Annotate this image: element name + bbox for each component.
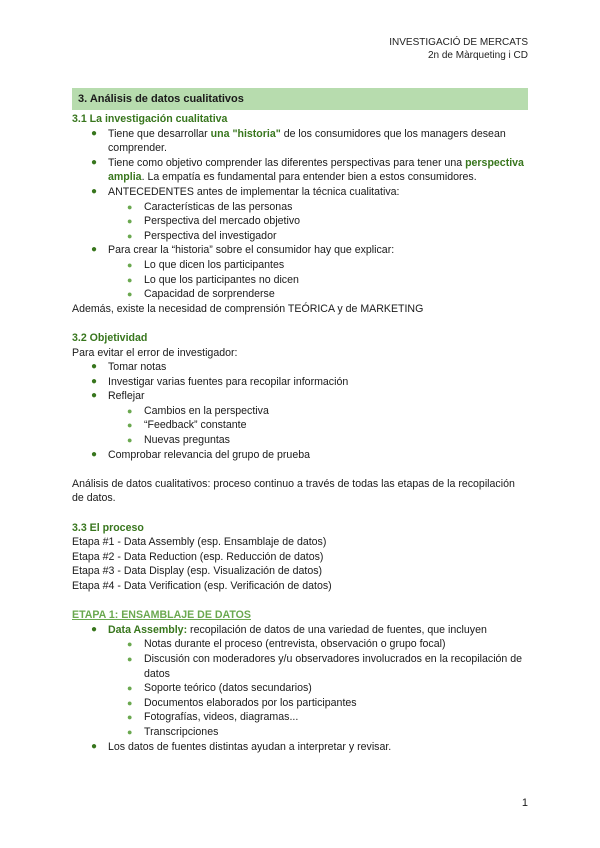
list-item: ● Los datos de fuentes distintas ayudan a interpretar y revisar. (91, 740, 392, 753)
bullet-icon: ● (91, 375, 98, 387)
bullet-icon: ● (91, 185, 98, 197)
sub-list-item: ● Perspectiva del investigador (127, 229, 277, 242)
highlight-text: una "historia" (210, 127, 281, 140)
list-item: ● Reflejar (91, 390, 145, 403)
bullet-icon: ● (127, 435, 133, 446)
bullet-icon: ● (91, 623, 98, 635)
sub-list-item: ● Cambios en la perspectiva (127, 404, 269, 417)
bullet-icon: ● (127, 201, 133, 212)
bullet-icon: ● (91, 361, 98, 373)
bullet-icon: ● (91, 127, 98, 139)
sub-list-item: ● Documentos elaborados por los participantes (127, 696, 357, 709)
bullet-list-3-2 (72, 360, 528, 462)
etapa-1-heading: ETAPA 1: ENSAMBLAJE DE DATOS (72, 609, 251, 622)
page-number: 1 (521, 797, 528, 809)
page-header (389, 36, 528, 62)
sub-list-item: ● Discusión con moderadores y/u observadores involucrados en la recopilación de datos (127, 652, 523, 680)
sub-list-item: ● Transcripciones (127, 725, 219, 738)
sub-list-item: ● Fotografías, videos, diagramas... (127, 711, 299, 724)
header-course: INVESTIGACIÓ DE MERCATS (389, 37, 528, 48)
sub-list-item: ● Capacidad de sorprenderse (127, 288, 275, 301)
list-item: ● Comprobar relevancia del grupo de prueba (91, 448, 310, 461)
bullet-icon: ● (127, 653, 133, 664)
bullet-icon: ● (91, 740, 98, 752)
sub-list-item: ● Notas durante el proceso (entrevista, observación o grupo focal) (127, 638, 446, 651)
bullet-icon: ● (91, 244, 98, 256)
process-step: Etapa #4 - Data Verification (esp. Verificación de datos) (72, 580, 332, 592)
bullet-icon: ● (91, 156, 98, 168)
bullet-icon: ● (127, 683, 133, 694)
subsection-title-3-1: 3.1 La investigación cualitativa (72, 113, 228, 125)
bullet-icon: ● (127, 639, 133, 650)
sub-list-item: ● Perspectiva del mercado objetivo (127, 215, 301, 228)
list-item: ● Data Assembly: recopilación de datos de una variedad de fuentes, que incluyen (91, 623, 487, 636)
list-item: ● Tomar notas (91, 361, 167, 374)
process-step: Etapa #3 - Data Display (esp. Visualización de datos) (72, 565, 323, 578)
bullet-icon: ● (127, 726, 133, 737)
list-item: ● Tiene como objetivo comprender las diferentes perspectivas para tener una perspectiva amplia. La empatía es fundamental para entender bien a estos consumidores. (91, 156, 524, 184)
highlight-text: Data Assembly: (108, 623, 188, 636)
bullet-icon: ● (127, 289, 133, 300)
bullet-icon: ● (127, 216, 133, 227)
list-item: ● ANTECEDENTES antes de implementar la técnica cualitativa: (91, 185, 400, 198)
sub-list-item: ● Nuevas preguntas (127, 434, 230, 447)
bullet-icon: ● (127, 230, 133, 241)
closing-text: Además, existe la necesidad de comprensión TEÓRICA y de MARKETING (72, 302, 424, 315)
bullet-icon: ● (127, 274, 133, 285)
bullet-icon: ● (127, 259, 133, 270)
list-item: ● Para crear la “historia” sobre el consumidor hay que explicar: (91, 244, 395, 257)
subsection-title-3-2: 3.2 Objetividad (72, 331, 148, 344)
bullet-icon: ● (127, 405, 133, 416)
process-step: Etapa #1 - Data Assembly (esp. Ensamblaje de datos) (72, 536, 327, 549)
subsection-title-3-3: 3.3 El proceso (72, 521, 144, 534)
list-item: ● Tiene que desarrollar una "historia" de los consumidores que los managers desean comprender. (91, 127, 506, 155)
bullet-icon: ● (127, 420, 133, 431)
sub-list-item: ● Lo que dicen los participantes (127, 258, 285, 271)
bullet-list-etapa-1 (72, 623, 528, 754)
sub-list-item: ● Características de las personas (127, 200, 293, 213)
intro-text: Para evitar el error de investigador: (72, 346, 238, 359)
document-body (72, 88, 528, 754)
highlight-text: perspectiva amplia (108, 156, 524, 184)
sub-list-item: ● Soporte teórico (datos secundarios) (127, 682, 312, 695)
header-degree: 2n de Màrqueting i CD (427, 50, 528, 61)
bullet-icon: ● (91, 448, 98, 460)
process-step: Etapa #2 - Data Reduction (esp. Reducción de datos) (72, 550, 324, 563)
bullet-icon: ● (91, 390, 98, 402)
bullet-icon: ● (127, 697, 133, 708)
section-title: 3. Análisis de datos cualitativos (72, 88, 528, 110)
bullet-list-3-1 (72, 127, 528, 302)
list-item: ● Investigar varias fuentes para recopilar información (91, 375, 349, 388)
sub-list-item: ● “Feedback” constante (127, 419, 247, 432)
bullet-icon: ● (127, 712, 133, 723)
sub-list-item: ● Lo que los participantes no dicen (127, 273, 299, 286)
paragraph: Análisis de datos cualitativos: proceso continuo a través de todas las etapas de la recopilación de datos. (72, 477, 515, 505)
